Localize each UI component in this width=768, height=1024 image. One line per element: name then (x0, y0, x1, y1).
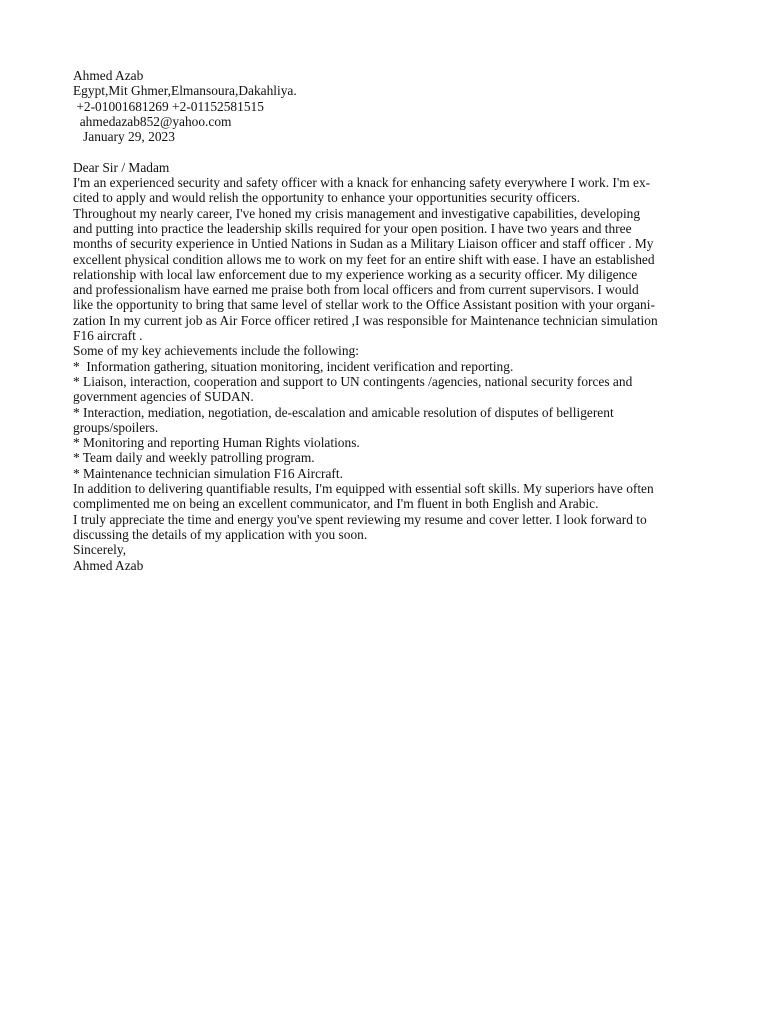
body-line: cited to apply and would relish the opportunity to enhance your opportunities security officers. (73, 190, 580, 206)
body-line: relationship with local law enforcement due to my experience working as a security officer. My diligence (73, 266, 638, 282)
achievement-item: * Liaison, interaction, cooperation and support to UN contingents /agencies, national security forces and (73, 373, 633, 389)
signature: Ahmed Azab (73, 557, 144, 573)
letter-header (73, 68, 695, 144)
body-line: zation In my current job as Air Force officer retired ,I was responsible for Maintenance technician simulation (73, 312, 658, 328)
achievement-item-continuation: government agencies of SUDAN. (73, 389, 254, 405)
valediction: Sincerely, (73, 542, 127, 558)
body-line: Throughout my nearly career, I've honed my crisis management and investigative capabilities, developing (73, 205, 641, 221)
sender-address: Egypt,Mit Ghmer,Elmansoura,Dakahliya. (73, 83, 297, 99)
body-line: excellent physical condition allows me to work on my feet for an entire shift with ease. I have an established (73, 251, 655, 267)
body-line: and putting into practice the leadership skills required for your open position. I have two years and three (73, 220, 632, 236)
body-line: months of security experience in Untied Nations in Sudan as a Military Liaison officer and staff officer . My (73, 236, 654, 252)
body-line: I'm an experienced security and safety officer with a knack for enhancing safety everywhere I work. I'm ex- (73, 175, 651, 191)
body-line: complimented me on being an excellent communicator, and I'm fluent in both English and Arabic. (73, 496, 599, 512)
achievement-item-continuation: groups/spoilers. (73, 419, 159, 435)
achievement-item: * Information gathering, situation monitoring, incident verification and reporting. (73, 358, 514, 374)
body-line: like the opportunity to bring that same level of stellar work to the Office Assistant position with your organi- (73, 297, 655, 313)
letter-body (73, 175, 695, 542)
achievement-item: * Team daily and weekly patrolling program. (73, 450, 315, 466)
body-line: I truly appreciate the time and energy you've spent reviewing my resume and cover letter. I look forward to (73, 511, 647, 527)
salutation: Dear Sir / Madam (73, 159, 170, 175)
achievement-item: * Interaction, mediation, negotiation, de-escalation and amicable resolution of disputes of belligerent (73, 404, 614, 420)
sender-name: Ahmed Azab (73, 68, 144, 83)
achievement-item: * Monitoring and reporting Human Rights violations. (73, 435, 360, 451)
sender-email: ahmedazab852@yahoo.com (73, 113, 232, 129)
body-line: F16 aircraft . (73, 328, 143, 344)
achievements-heading: Some of my key achievements include the following: (73, 343, 359, 359)
body-line: discussing the details of my application with you soon. (73, 526, 368, 542)
body-line: In addition to delivering quantifiable results, I'm equipped with essential soft skills. My superiors have often (73, 481, 654, 497)
sender-phones: +2-01001681269 +2-01152581515 (73, 98, 264, 114)
spacer (73, 144, 695, 159)
achievement-item: * Maintenance technician simulation F16 Aircraft. (73, 465, 343, 481)
cover-letter-page (73, 68, 695, 573)
body-line: and professionalism have earned me praise both from local officers and from current supervisors. I would (73, 282, 639, 298)
letter-date: January 29, 2023 (73, 129, 175, 145)
